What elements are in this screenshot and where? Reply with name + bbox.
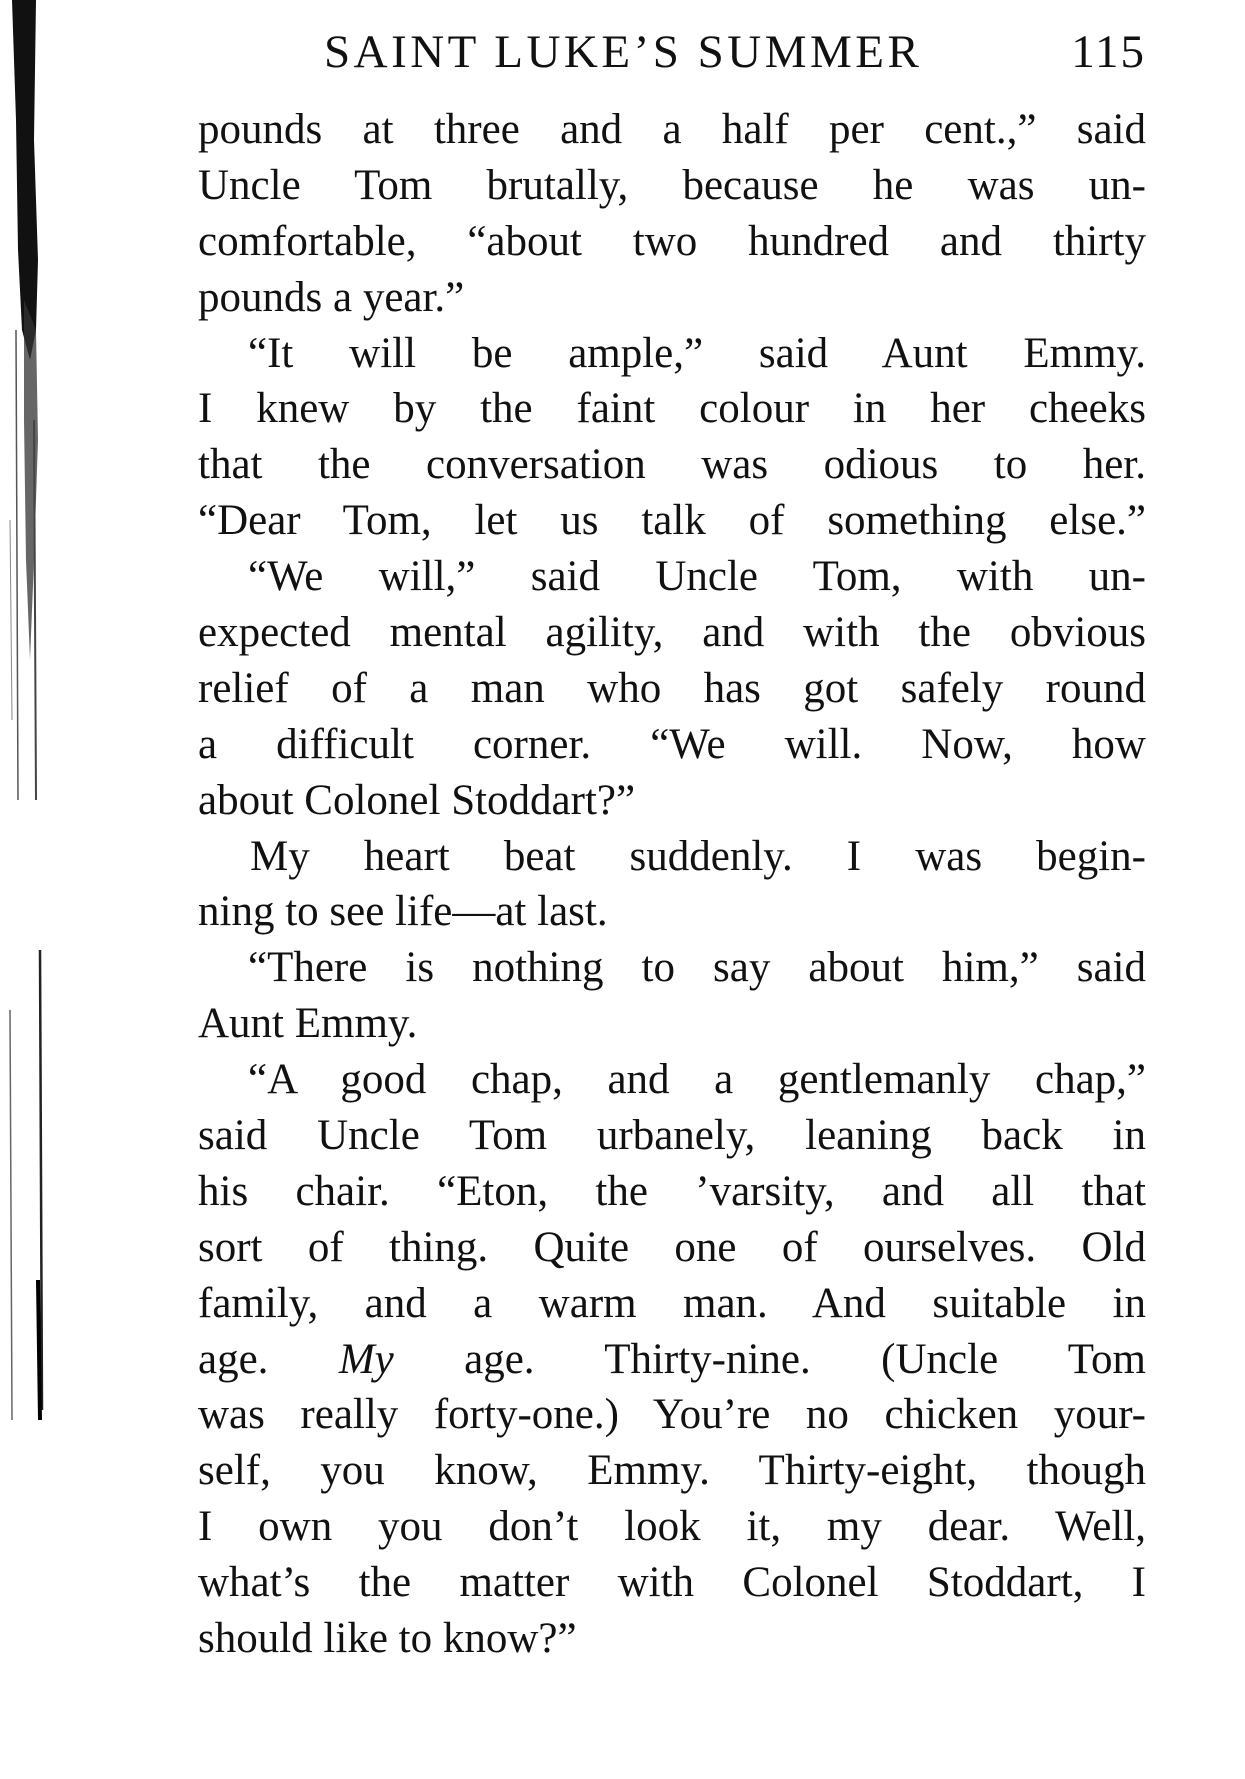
text-line: about Colonel Stoddart?” [198,776,636,824]
text-line: sort of thing. Quite one of ourselves. Old [198,1223,1146,1271]
text-fragment: age. Thirty-nine. (Uncle Tom [464,1335,1146,1383]
text-line: should like to know?” [198,1615,577,1663]
text-line: “Dear Tom, let us talk of something else.” [198,497,1146,545]
text-line: “There is nothing to say about him,” said [248,944,1146,992]
text-line: I knew by the faint colour in her cheeks [198,385,1146,433]
text-line: his chair. “Eton, the ’varsity, and all that [198,1167,1146,1215]
text-line: pounds at three and a half per cent.,” said [198,106,1146,153]
text-line: Uncle Tom brutally, because he was un- [198,161,1146,209]
text-line: “It will be ample,” said Aunt Emmy. [248,329,1146,377]
text-line: ning to see life—at last. [198,888,608,936]
text-line: what’s the matter with Colonel Stoddart, I [198,1559,1146,1607]
emphasis-my: My [338,1335,394,1383]
text-line: pounds a year.” [198,273,465,321]
text-line: relief of a man who has got safely round [198,664,1146,712]
text-line: was really forty-one.) You’re no chicken your- [198,1391,1146,1439]
text-fragment: age. [198,1335,269,1383]
text-line: “A good chap, and a gentlemanly chap,” [248,1056,1146,1104]
text-line: that the conversation was odious to her. [198,441,1146,489]
binding-edge-shadow [0,0,60,1779]
page-number: 115 [1071,26,1146,78]
text-line: Aunt Emmy. [198,1000,418,1048]
text-line: I own you don’t look it, my dear. Well, [198,1503,1146,1551]
text-line: expected mental agility, and with the obvious [198,609,1146,657]
text-line: self, you know, Emmy. Thirty-eight, though [198,1447,1146,1495]
running-head [198,20,1146,84]
running-title: SAINT LUKE’S SUMMER [324,26,923,78]
text-line: “We will,” said Uncle Tom, with un- [248,553,1146,601]
text-line: family, and a warm man. And suitable in [198,1279,1146,1327]
body-text [198,102,1146,1667]
text-line: said Uncle Tom urbanely, leaning back in [198,1112,1146,1160]
text-line [198,1332,1146,1388]
text-line: My heart beat suddenly. I was begin- [250,832,1146,880]
text-line: a difficult corner. “We will. Now, how [198,720,1146,768]
text-line: comfortable, “about two hundred and thirty [198,217,1146,265]
